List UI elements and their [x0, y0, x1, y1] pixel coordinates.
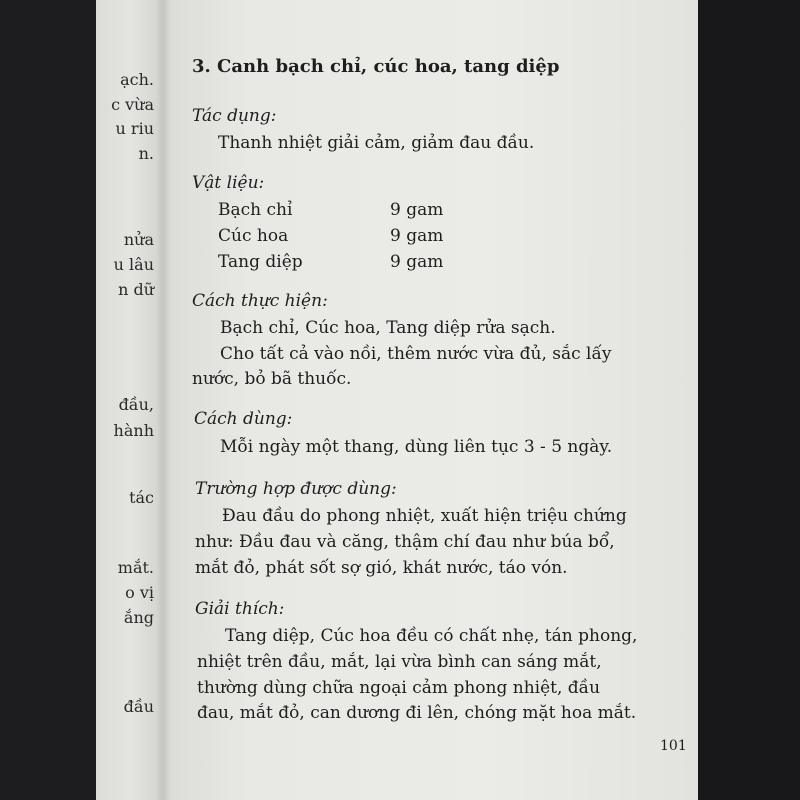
- heading-giai-thich: Giải thích:: [195, 599, 285, 619]
- left-fragment: đầu,: [118, 395, 154, 414]
- ingredient-name: Cúc hoa: [218, 226, 289, 246]
- body-line: nước, bỏ bã thuốc.: [192, 369, 352, 389]
- left-fragment: u lâu: [113, 255, 154, 274]
- heading-vat-lieu: Vật liệu:: [192, 173, 265, 193]
- heading-cach-dung: Cách dùng:: [194, 409, 293, 429]
- body-line: mắt đỏ, phát sốt sợ gió, khát nước, táo vón.: [195, 558, 568, 578]
- heading-tac-dung: Tác dụng:: [192, 106, 277, 126]
- body-line: Đau đầu do phong nhiệt, xuất hiện triệu chứng: [222, 506, 627, 526]
- left-fragment: ắng: [123, 608, 154, 627]
- left-fragment: tác: [129, 488, 154, 507]
- left-fragment: c vừa: [111, 95, 154, 114]
- ingredient-qty: 9 gam: [390, 226, 444, 246]
- body-line: Cho tất cả vào nồi, thêm nước vừa đủ, sắc lấy: [220, 344, 612, 364]
- page-number: 101: [660, 738, 687, 754]
- background-edge: [698, 0, 800, 800]
- body-line: Bạch chỉ, Cúc hoa, Tang diệp rửa sạch.: [220, 318, 556, 338]
- heading-cach-thuc-hien: Cách thực hiện:: [192, 291, 328, 311]
- left-fragment: đầu: [123, 697, 154, 716]
- left-fragment: n dữ: [118, 280, 154, 299]
- book-gutter: [156, 0, 170, 800]
- body-line: như: Đầu đau và căng, thậm chí đau như búa bổ,: [195, 532, 615, 552]
- left-fragment: mắt.: [117, 558, 154, 577]
- left-fragment: u riu: [115, 119, 154, 138]
- ingredient-qty: 9 gam: [390, 200, 444, 220]
- body-line: nhiệt trên đầu, mắt, lại vừa bình can sáng mắt,: [197, 652, 602, 672]
- left-fragment: ạch.: [120, 70, 154, 89]
- left-fragment: hành: [113, 421, 154, 440]
- body-line: đau, mắt đỏ, can dương đi lên, chóng mặt hoa mắt.: [197, 703, 637, 723]
- ingredient-qty: 9 gam: [390, 252, 444, 272]
- section-title: 3. Canh bạch chỉ, cúc hoa, tang diệp: [192, 56, 560, 77]
- left-fragment: o vị: [125, 583, 154, 602]
- body-line: Tang diệp, Cúc hoa đều có chất nhẹ, tán phong,: [225, 626, 638, 646]
- body-line: thường dùng chữa ngoại cảm phong nhiệt, đầu: [197, 678, 601, 698]
- heading-truong-hop: Trường hợp được dùng:: [195, 479, 397, 499]
- left-fragment: nửa: [123, 230, 154, 249]
- ingredient-name: Tang diệp: [218, 252, 303, 272]
- left-fragment: n.: [138, 144, 154, 163]
- tac-dung-text: Thanh nhiệt giải cảm, giảm đau đầu.: [218, 133, 535, 153]
- cach-dung-text: Mỗi ngày một thang, dùng liên tục 3 - 5 ngày.: [220, 437, 613, 457]
- ingredient-name: Bạch chỉ: [218, 200, 293, 220]
